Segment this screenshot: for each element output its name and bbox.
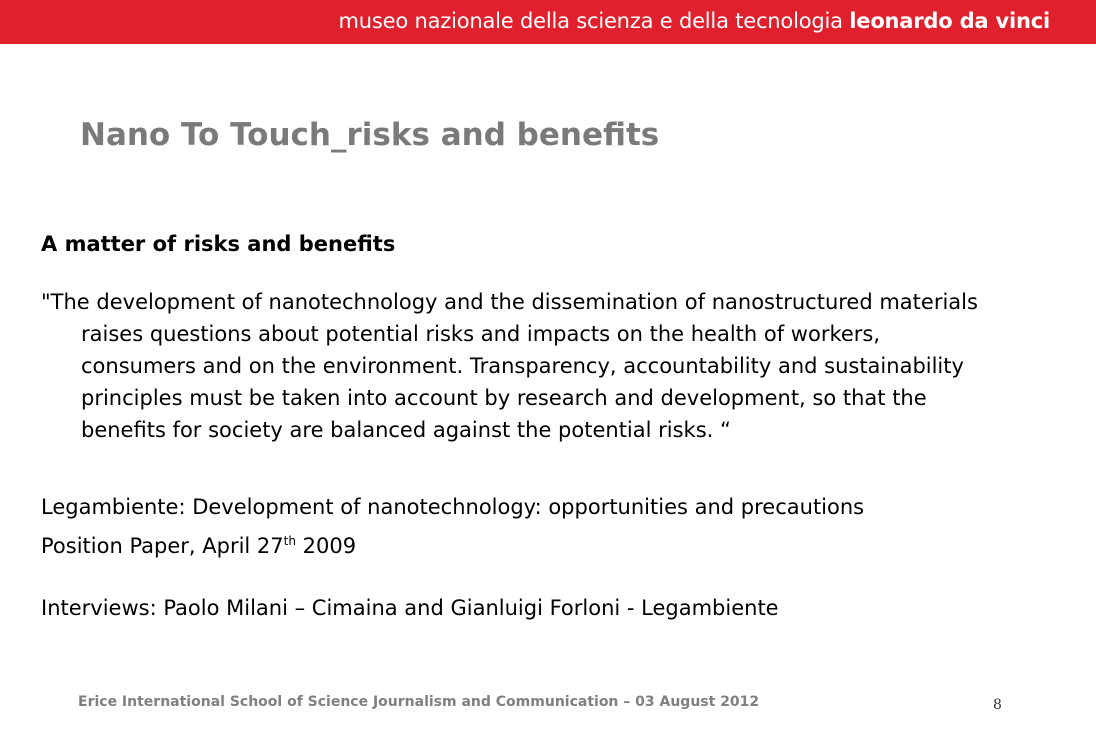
top-banner — [0, 0, 1096, 44]
slide-title: Nano To Touch_risks and benefits — [80, 117, 660, 153]
quote-paragraph: "The development of nanotechnology and the dissemination of nanostructured materials raises questions about potential risks and impacts on the health of workers, consumers and on the environment. Transparency, accountability and sustainability principles must be taken into account by research and development, so that the benefits for society are balanced against the potential risks. “ — [41, 290, 978, 442]
subheading: A matter of risks and benefits — [41, 232, 396, 256]
slide-content — [41, 226, 1001, 624]
source-citation — [41, 488, 1001, 566]
footer-text: Erice International School of Science Journalism and Communication – 03 August 2012 — [78, 694, 760, 710]
source-line-2 — [41, 527, 1001, 566]
museum-name: museo nazionale della scienza e della tecnologia — [338, 9, 843, 33]
source-line-1: Legambiente: Development of nanotechnology: opportunities and precautions — [41, 495, 865, 519]
museum-name-bold: leonardo da vinci — [849, 9, 1050, 33]
museum-logo-text — [339, 9, 1050, 33]
source-date-prefix: Position Paper, April 27 — [41, 534, 284, 558]
interviews-line: Interviews: Paolo Milani – Cimaina and Gianluigi Forloni - Legambiente — [41, 596, 779, 620]
source-date-year: 2009 — [295, 534, 357, 558]
page-number: 8 — [993, 697, 1002, 713]
source-date-superscript: th — [283, 534, 296, 548]
